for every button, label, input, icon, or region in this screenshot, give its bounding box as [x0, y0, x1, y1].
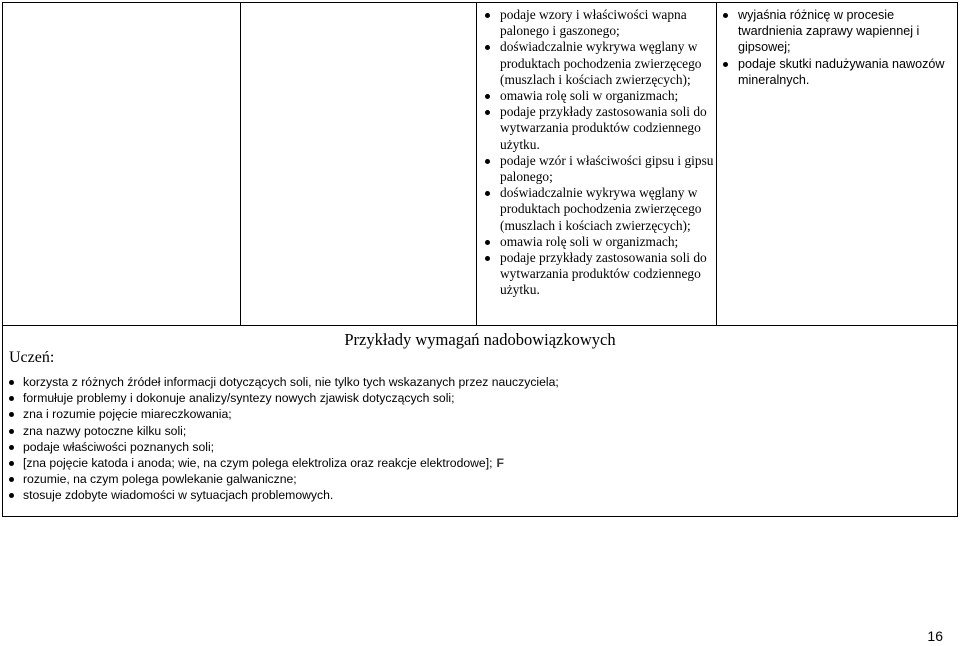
list-item: korzysta z różnych źródeł informacji dotyczących soli, nie tylko tych wskazanych przez nauczyciela; [23, 374, 943, 390]
list-item: omawia rolę soli w organizmach; [500, 88, 715, 104]
list-item: omawia rolę soli w organizmach; [500, 234, 715, 250]
list-item: zna nazwy potoczne kilku soli; [23, 423, 943, 439]
column-3-list [500, 7, 715, 299]
section-title: Przykłady wymagań nadobowiązkowych [344, 330, 616, 349]
extra-requirements-box [2, 326, 958, 517]
requirements-table [2, 2, 958, 326]
column-4-list [738, 7, 954, 88]
list-item: doświadczalnie wykrywa węglany w produktach pochodzenia zwierzęcego (muszlach i kościach zwierzęcych); [500, 39, 715, 88]
list-item: stosuje zdobyte wiadomości w sytuacjach problemowych. [23, 487, 943, 503]
list-item: podaje wzory i właściwości wapna palonego i gaszonego; [500, 7, 715, 39]
list-item: podaje wzór i właściwości gipsu i gipsu palonego; [500, 152, 714, 185]
table-column-2 [241, 3, 477, 325]
list-item: formułuje problemy i dokonuje analizy/syntezy nowych zjawisk dotyczących soli; [23, 390, 943, 406]
extra-requirements-list [23, 374, 943, 504]
list-item: zna i rozumie pojęcie miareczkowania; [23, 406, 943, 422]
list-item: rozumie, na czym polega powlekanie galwaniczne; [23, 471, 943, 487]
table-column-3 [477, 3, 717, 325]
list-item: podaje przykłady zastosowania soli do wytwarzania produktów codziennego użytku. [500, 104, 715, 153]
list-item-text: [zna pojęcie katoda i anoda; wie, na czym polega elektroliza oraz reakcje elektrodowe]; [23, 456, 493, 471]
list-item: wyjaśnia różnicę w procesie twardnienia zaprawy wapiennej i gipsowej; [738, 7, 954, 56]
student-label: Uczeń: [9, 349, 55, 366]
list-item: podaje przykłady zastosowania soli do wytwarzania produktów codziennego użytku. [500, 250, 715, 299]
list-item [23, 455, 943, 471]
table-column-1 [3, 3, 241, 325]
list-item: doświadczalnie wykrywa węglany w produktach pochodzenia zwierzęcego (muszlach i kościach zwierzęcych); [500, 185, 715, 234]
list-item: podaje właściwości poznanych soli; [23, 439, 943, 455]
f-mark: F [496, 456, 504, 471]
list-item: podaje skutki nadużywania nawozów mineralnych. [738, 56, 954, 88]
table-column-4 [717, 3, 957, 325]
page-number: 16 [927, 628, 943, 644]
